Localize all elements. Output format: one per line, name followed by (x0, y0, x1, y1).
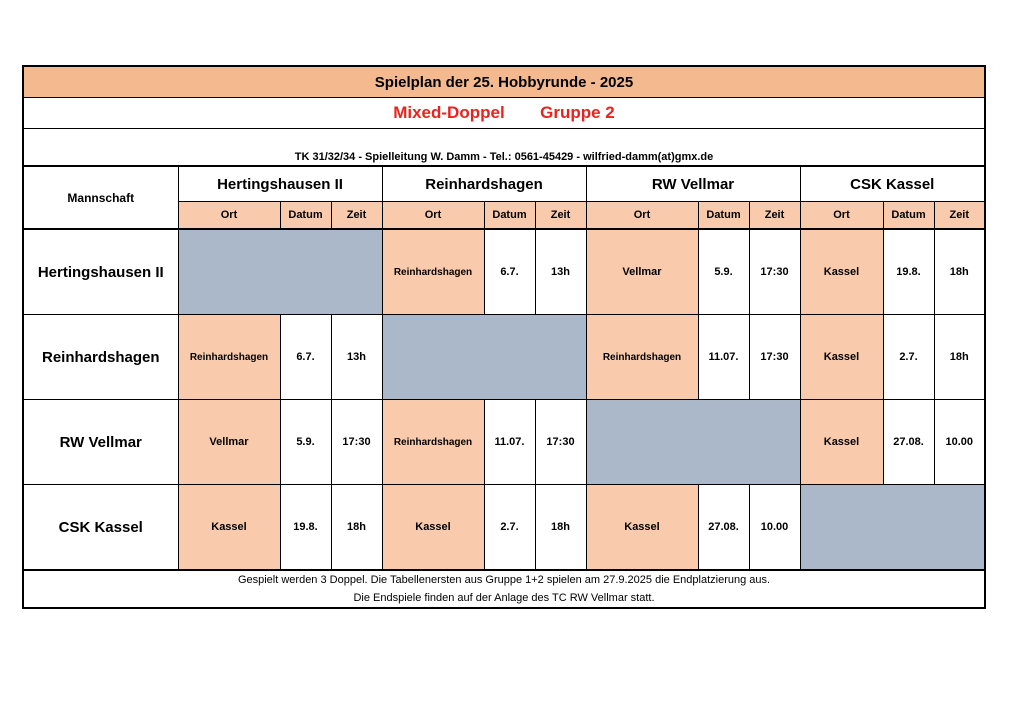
match-ort: Kassel (800, 229, 883, 315)
schedule-sheet (22, 65, 984, 609)
match-ort: Reinhardshagen (382, 400, 484, 485)
datum-column-header: Datum (484, 202, 535, 230)
match-zeit: 13h (331, 315, 382, 400)
match-ort: Vellmar (178, 400, 280, 485)
match-ort: Kassel (382, 485, 484, 571)
match-ort: Kassel (800, 400, 883, 485)
match-datum: 6.7. (484, 229, 535, 315)
team-column-header: Hertingshausen II (178, 166, 382, 202)
match-datum: 2.7. (484, 485, 535, 571)
team-column-header: Reinhardshagen (382, 166, 586, 202)
sheet-title: Spielplan der 25. Hobbyrunde - 2025 (23, 66, 985, 98)
match-zeit: 17:30 (749, 229, 800, 315)
match-datum: 5.9. (698, 229, 749, 315)
self-match-blank (586, 400, 800, 485)
row-team-label: Reinhardshagen (23, 315, 178, 400)
match-zeit: 13h (535, 229, 586, 315)
team-row (23, 229, 985, 315)
ort-column-header: Ort (586, 202, 698, 230)
match-datum: 11.07. (484, 400, 535, 485)
match-zeit: 18h (934, 315, 985, 400)
self-match-blank (382, 315, 586, 400)
self-match-blank (800, 485, 985, 571)
match-zeit: 17:30 (331, 400, 382, 485)
self-match-blank (178, 229, 382, 315)
match-datum: 5.9. (280, 400, 331, 485)
row-team-label: Hertingshausen II (23, 229, 178, 315)
match-datum: 27.08. (698, 485, 749, 571)
match-zeit: 18h (331, 485, 382, 571)
schedule-table (22, 65, 986, 609)
match-datum: 19.8. (883, 229, 934, 315)
match-ort: Kassel (800, 315, 883, 400)
match-zeit: 17:30 (535, 400, 586, 485)
match-zeit: 17:30 (749, 315, 800, 400)
match-datum: 2.7. (883, 315, 934, 400)
match-zeit: 18h (535, 485, 586, 571)
match-datum: 19.8. (280, 485, 331, 571)
ort-column-header: Ort (178, 202, 280, 230)
match-ort: Vellmar (586, 229, 698, 315)
match-ort: Kassel (586, 485, 698, 571)
contact-info: TK 31/32/34 - Spielleitung W. Damm - Tel.: 0561-45429 - wilfried-damm(at)gmx.de (23, 129, 985, 167)
row-team-label: RW Vellmar (23, 400, 178, 485)
footer-note: Die Endspiele finden auf der Anlage des TC RW Vellmar statt. (23, 589, 985, 608)
zeit-column-header: Zeit (535, 202, 586, 230)
zeit-column-header: Zeit (934, 202, 985, 230)
match-ort: Reinhardshagen (586, 315, 698, 400)
group-label: Gruppe 2 (540, 103, 615, 122)
match-datum: 6.7. (280, 315, 331, 400)
mannschaft-header: Mannschaft (23, 166, 178, 229)
footer-note: Gespielt werden 3 Doppel. Die Tabellenersten aus Gruppe 1+2 spielen am 27.9.2025 die Endplatzierung aus. (23, 570, 985, 589)
match-ort: Reinhardshagen (382, 229, 484, 315)
team-column-header: CSK Kassel (800, 166, 985, 202)
ort-column-header: Ort (800, 202, 883, 230)
ort-column-header: Ort (382, 202, 484, 230)
row-team-label: CSK Kassel (23, 485, 178, 571)
match-zeit: 10.00 (749, 485, 800, 571)
datum-column-header: Datum (698, 202, 749, 230)
match-datum: 11.07. (698, 315, 749, 400)
match-ort: Kassel (178, 485, 280, 571)
datum-column-header: Datum (280, 202, 331, 230)
match-zeit: 18h (934, 229, 985, 315)
team-column-header: RW Vellmar (586, 166, 800, 202)
datum-column-header: Datum (883, 202, 934, 230)
discipline-label: Mixed-Doppel (393, 103, 505, 122)
match-datum: 27.08. (883, 400, 934, 485)
team-row (23, 485, 985, 571)
match-ort: Reinhardshagen (178, 315, 280, 400)
zeit-column-header: Zeit (331, 202, 382, 230)
zeit-column-header: Zeit (749, 202, 800, 230)
match-zeit: 10.00 (934, 400, 985, 485)
competition-subtitle (23, 98, 985, 129)
team-row (23, 315, 985, 400)
team-row (23, 400, 985, 485)
